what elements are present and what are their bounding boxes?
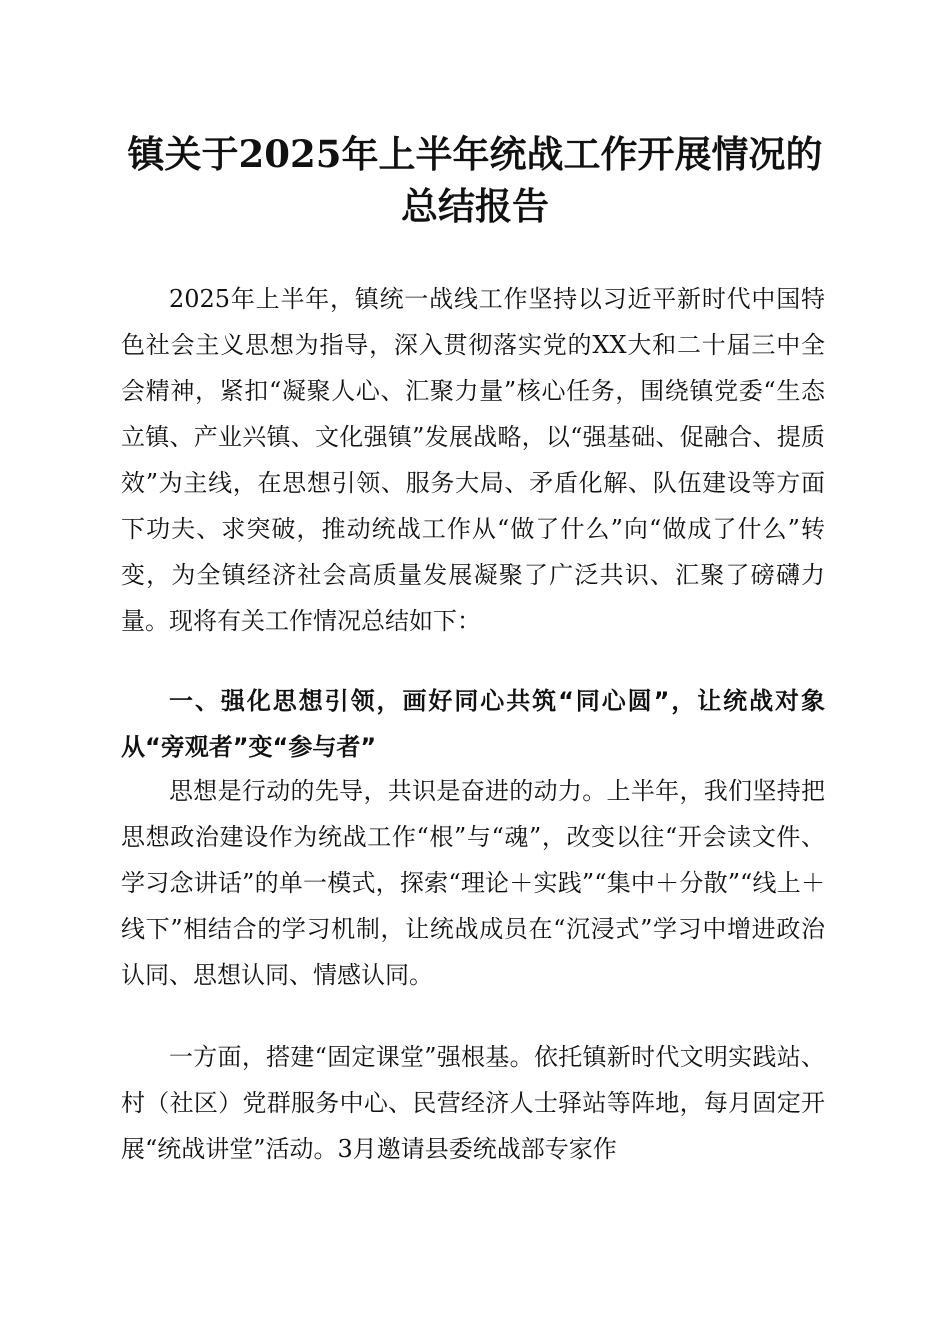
section-1-paragraph-1: 思想是行动的先导，共识是奋进的动力。上半年，我们坚持把思想政治建设作为统战工作“根”与“魂”，改变以往“开会读文件、学习念讲话”的单一模式，探索“理论＋实践”“集中＋分散”“线上＋线下”相结合的学习机制，让统战成员在“沉浸式”学习中增进政治认同、思想认同、情感认同。 (121, 777, 825, 989)
section-1-paragraph-2: 一方面，搭建“固定课堂”强根基。依托镇新时代文明实践站、村（社区）党群服务中心、民营经济人士驿站等阵地，每月固定开展“统战讲堂”活动。3月邀请县委统战部专家作 (121, 1043, 825, 1163)
intro-paragraph: 2025年上半年，镇统一战线工作坚持以习近平新时代中国特色社会主义思想为指导，深入贯彻落实党的XX大和二十届三中全会精神，紧扣“凝聚人心、汇聚力量”核心任务，围绕镇党委“生态立镇、产业兴镇、文化强镇”发展战略，以“强基础、促融合、提质效”为主线，在思想引领、服务大局、矛盾化解、队伍建设等方面下功夫、求突破，推动统战工作从“做了什么”向“做成了什么”转变，为全镇经济社会高质量发展凝聚了广泛共识、汇聚了磅礴力量。现将有关工作情况总结如下： (121, 285, 825, 635)
document-title: 镇关于2025年上半年统战工作开展情况的总结报告 (127, 132, 823, 228)
section-heading-1: 一、强化思想引领，画好同心共筑“同心圆”，让统战对象从“旁观者”变“参与者” (121, 687, 825, 761)
